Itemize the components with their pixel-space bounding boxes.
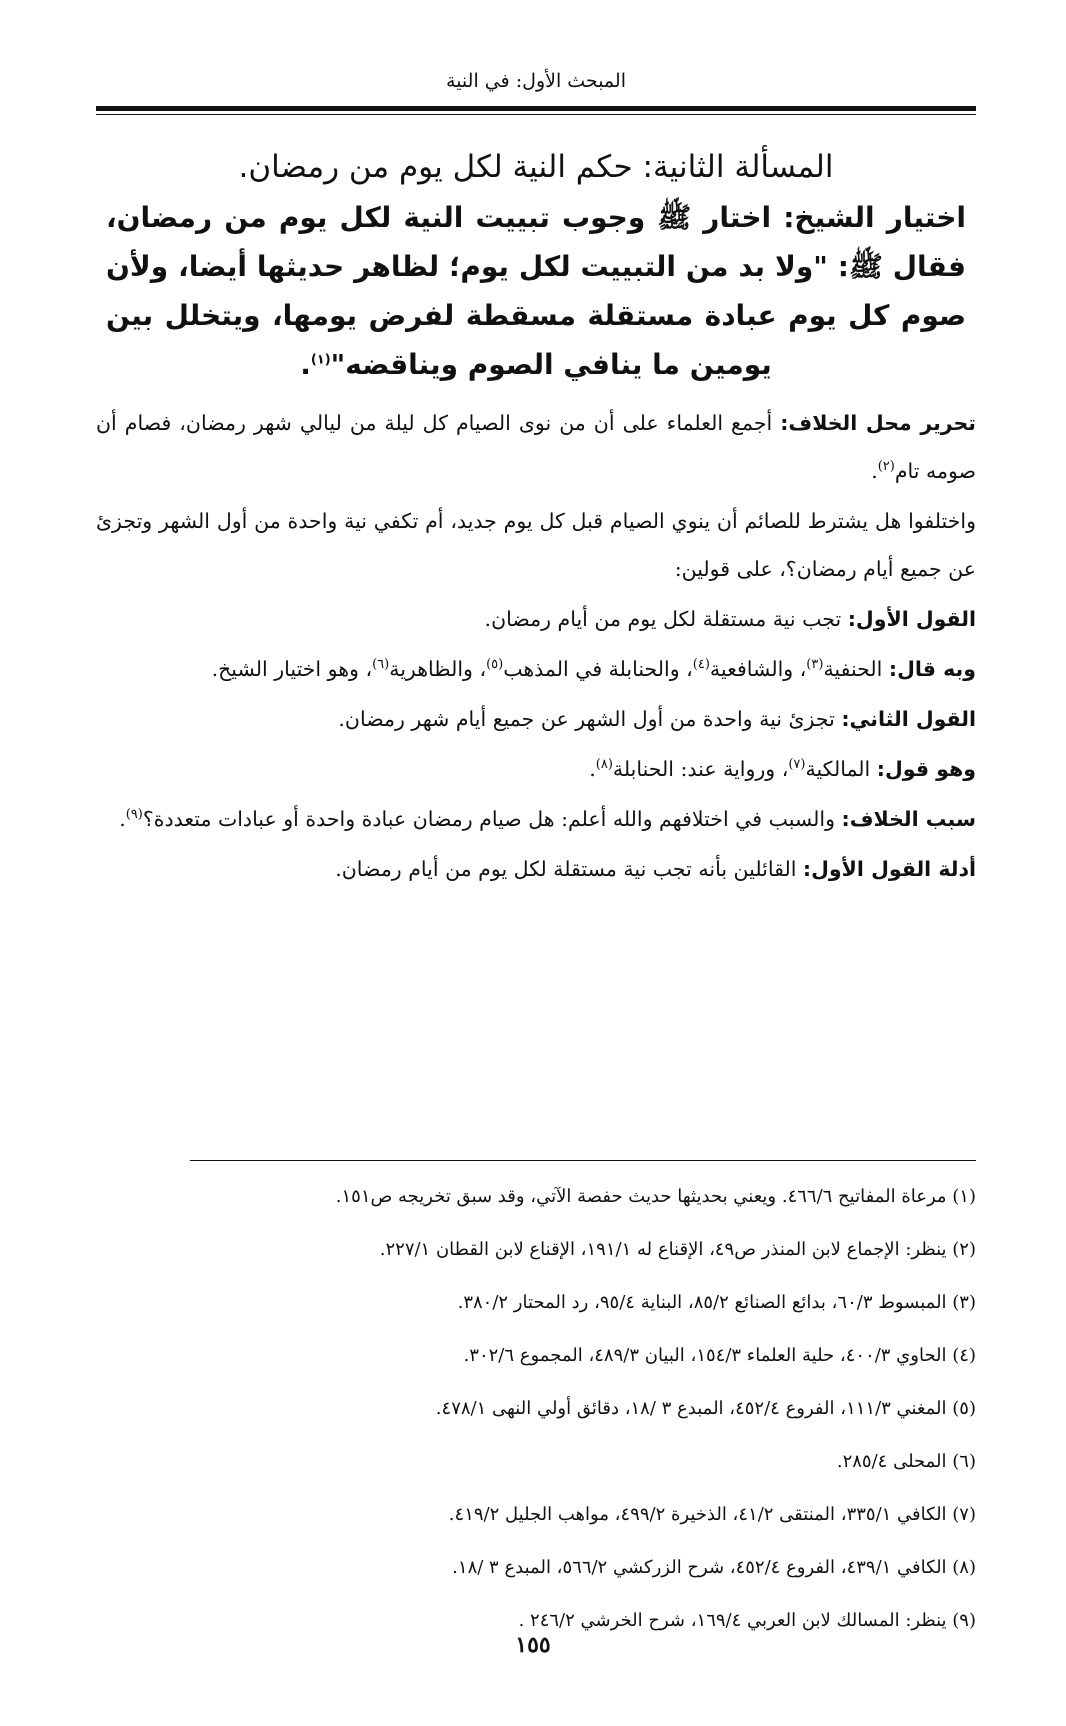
paragraph-second-said-by: وهو قول: المالكية$^{(٧)}$، ورواية عند: الحنابلة$^{(٨)}$.	[589, 757, 976, 781]
paragraph-label: أدلة القول الأول:	[802, 857, 976, 881]
paragraph-text: القائلين بأنه تجب نية مستقلة لكل يوم من أيام رمضان.	[335, 857, 803, 881]
header-rule-thin	[96, 114, 976, 115]
footnote-ref: (٩)	[125, 807, 143, 823]
footnote-ref: (٥)	[486, 657, 504, 673]
paragraph-said-by: وبه قال: الحنفية$^{(٣)}$، والشافعية$^{(٤)}$، والحنابلة في المذهب$^{(٥)}$، والظاهرية$^{(٦)}$، وهو اختيار الشيخ.	[211, 657, 976, 681]
footnote-ref: (٧)	[788, 757, 806, 773]
sheikh-choice	[106, 193, 966, 389]
footnote-4: (٤) الحاوي ٤٠٠/٣، حلية العلماء ١٥٤/٣، البيان ٤٨٩/٣، المجموع ٣٠٢/٦.	[463, 1345, 976, 1366]
footnote-ref: (٦)	[372, 657, 390, 673]
page-number: ١٥٥	[515, 1632, 551, 1658]
sheikh-choice-text: اختيار الشيخ: اختار ﷺ وجوب تبييت النية لكل يوم من رمضان، فقال ﷺ: "ولا بد من التبييت لكل يوم؛ لظاهر حديثها أيضا، ولأن صوم كل يوم عبادة مستقلة مسقطة لفرض يومها، ويتخلل بين يومين ما ينافي الصوم ويناقضه"	[106, 201, 966, 381]
footnote-ref: (٣)	[806, 657, 824, 673]
footnote-ref: (٨)	[595, 757, 613, 773]
footnote-separator	[190, 1160, 976, 1161]
footnote-3: (٣) المبسوط ٦٠/٣، بدائع الصنائع ٨٥/٢، البناية ٩٥/٤، رد المحتار ٣٨٠/٢.	[457, 1292, 976, 1313]
paragraph-text: تجب نية مستقلة لكل يوم من أيام رمضان.	[484, 607, 848, 631]
footnote-ref: (٤)	[692, 657, 710, 673]
main-text	[96, 145, 976, 895]
footnotes	[96, 1170, 976, 1647]
footnote-ref: (٢)	[877, 459, 895, 475]
footnote-2: (٢) ينظر: الإجماع لابن المنذر ص٤٩، الإقناع له ١٩١/١، الإقناع لابن القطان ٢٢٧/١.	[379, 1239, 976, 1260]
footnote-5: (٥) المغني ١١١/٣، الفروع ٤٥٢/٤، المبدع ٣ /١٨، دقائق أولي النهى ٤٧٨/١.	[435, 1398, 976, 1419]
paragraph-dispute-scope: تحرير محل الخلاف: أجمع العلماء على أن من نوى الصيام كل ليلة من ليالي شهر رمضان، فصام أن صومه تام$^{(٢)}$.	[96, 411, 976, 483]
paragraph-text: أجمع العلماء على أن من نوى الصيام كل ليلة من ليالي شهر رمضان، فصام أن صومه تام	[96, 411, 976, 483]
footnote-8: (٨) الكافي ٤٣٩/١، الفروع ٤٥٢/٤، شرح الزركشي ٥٦٦/٢، المبدع ٣ /١٨.	[452, 1557, 976, 1578]
paragraph-text: واختلفوا هل يشترط للصائم أن ينوي الصيام قبل كل يوم جديد، أم تكفي نية واحدة من أول الشهر وتجزئ عن جميع أيام رمضان؟، على قولين:	[96, 509, 976, 581]
paragraph-cause-of-dispute: سبب الخلاف: والسبب في اختلافهم والله أعلم: هل صيام رمضان عبادة واحدة أو عبادات متعددة؟$^{(٩)}$.	[119, 807, 976, 831]
header-rule-thick	[96, 106, 976, 111]
footnote-ref: (١)	[310, 352, 331, 368]
paragraph-text: تجزئ نية واحدة من أول الشهر عن جميع أيام شهر رمضان.	[338, 707, 842, 731]
footnote-1: (١) مرعاة المفاتيح ٤٦٦/٦. ويعني بحديثها حديث حفصة الآتي، وقد سبق تخريجه ص١٥١.	[335, 1186, 976, 1207]
footnote-6: (٦) المحلى ٢٨٥/٤.	[836, 1451, 976, 1472]
sheikh-choice-end: .	[300, 348, 311, 381]
paragraph-label: تحرير محل الخلاف:	[780, 411, 976, 435]
paragraph-first-opinion	[96, 595, 976, 643]
running-header: المبحث الأول: في النية	[446, 70, 626, 92]
paragraph-label: وهو قول:	[876, 757, 976, 781]
paragraph-label: وبه قال:	[888, 657, 976, 681]
paragraph-label: القول الأول:	[847, 607, 976, 631]
paragraph-label: سبب الخلاف:	[841, 807, 976, 831]
paragraph-text: والسبب في اختلافهم والله أعلم: هل صيام رمضان عبادة واحدة أو عبادات متعددة؟	[142, 807, 842, 831]
footnote-7: (٧) الكافي ٣٣٥/١، المنتقى ٤١/٢، الذخيرة ٤٩٩/٢، مواهب الجليل ٤١٩/٢.	[448, 1504, 976, 1525]
paragraph-first-opinion-evidence	[96, 845, 976, 893]
footnote-9: (٩) ينظر: المسالك لابن العربي ١٦٩/٤، شرح الخرشي ٢٤٦/٢ .	[518, 1610, 976, 1631]
paragraph-disagreement	[96, 497, 976, 593]
paragraph-second-opinion	[96, 695, 976, 743]
issue-title: المسألة الثانية: حكم النية لكل يوم من رمضان.	[238, 149, 834, 185]
paragraph-label: القول الثاني:	[841, 707, 976, 731]
